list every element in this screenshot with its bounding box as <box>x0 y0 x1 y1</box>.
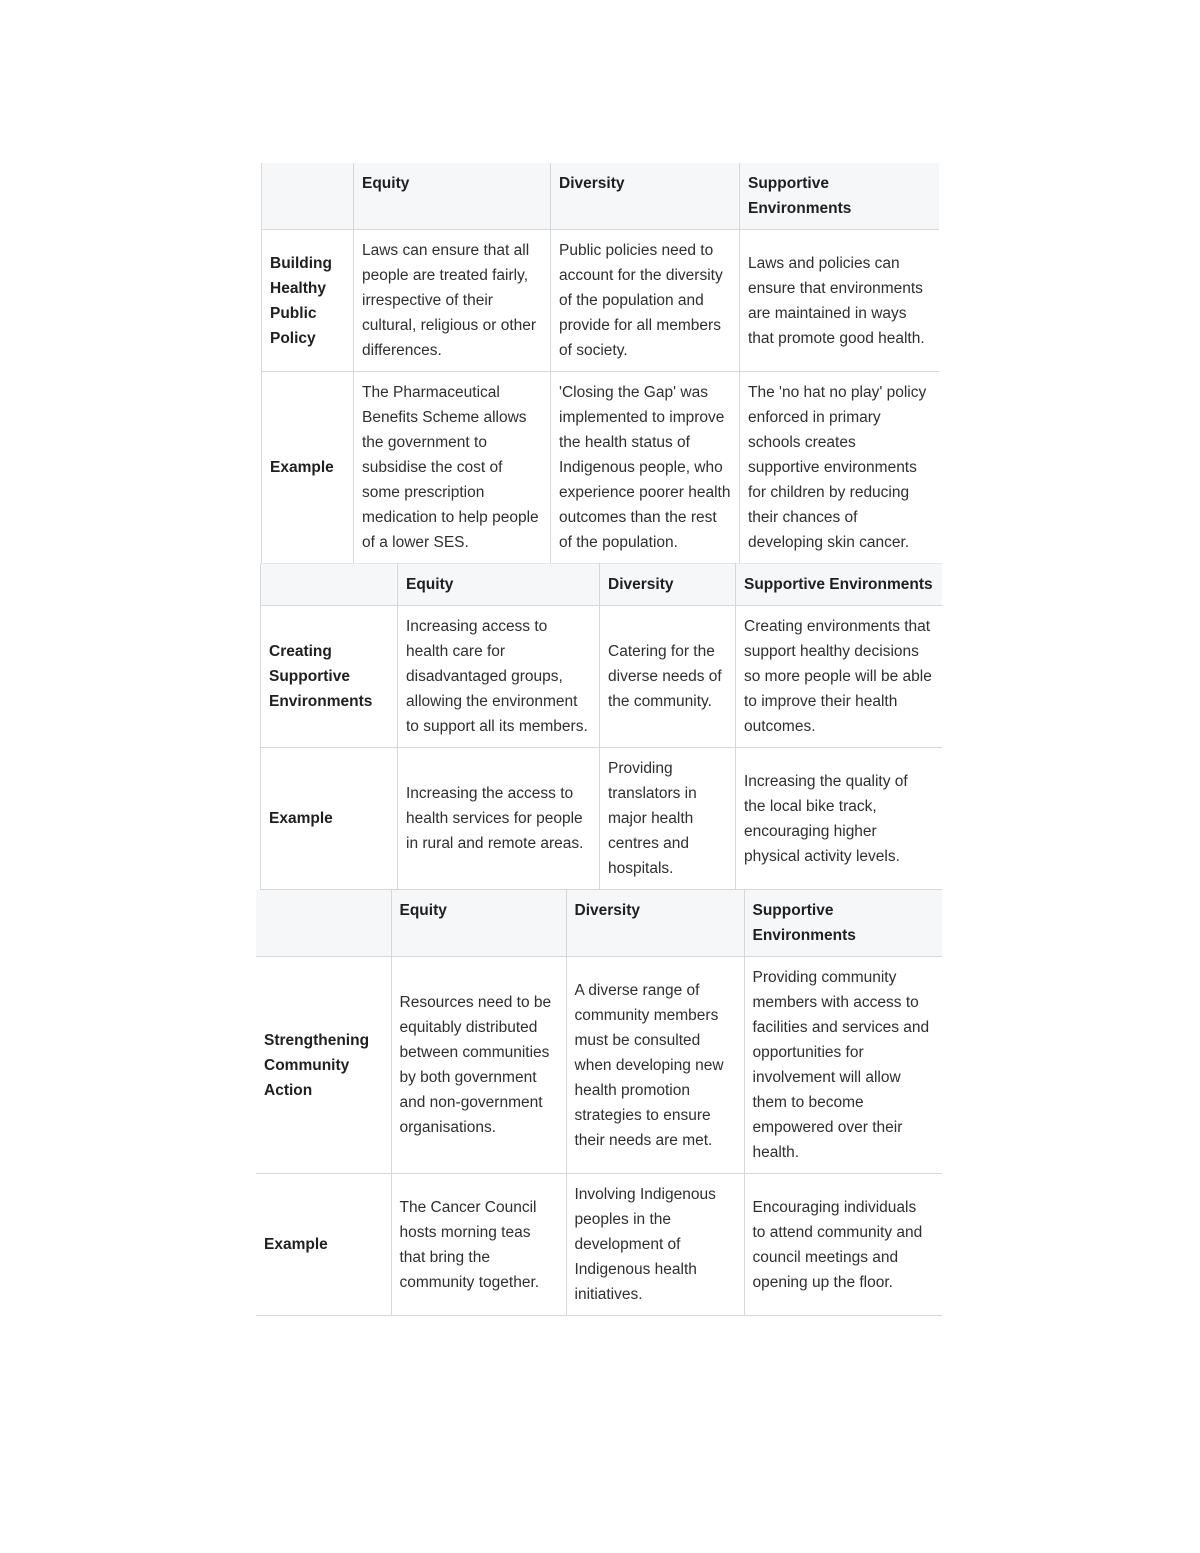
table-header-row <box>261 564 942 606</box>
text-line: Equity <box>399 902 447 919</box>
text-line: Involving Indigenous <box>574 1186 716 1203</box>
text-line: members with access to <box>752 994 919 1011</box>
text-line: Encouraging individuals <box>752 1198 917 1216</box>
text-line: health. <box>752 1144 800 1161</box>
text-line: provide for all members <box>559 317 721 334</box>
text-line: the health status of <box>559 434 690 451</box>
text-line: the local bike track, <box>744 797 877 815</box>
text-line: their chances of <box>748 509 858 526</box>
text-line: Providing <box>608 760 673 777</box>
text-line: experience poorer health <box>559 484 731 501</box>
table-cell <box>736 606 942 748</box>
table-row <box>262 230 939 372</box>
text-line: disadvantaged groups, <box>406 668 563 685</box>
table-cell <box>566 1174 744 1316</box>
header-cell-equity <box>354 163 551 230</box>
text-line: facilities and services and <box>752 1019 930 1036</box>
text-line: their needs are met. <box>574 1131 713 1149</box>
text-line: Increasing the access to <box>406 785 574 802</box>
row-label <box>256 957 391 1174</box>
text-line: Indigenous health <box>574 1261 697 1278</box>
text-line: Resources need to be <box>399 994 552 1011</box>
text-line: centres and <box>608 835 689 852</box>
text-line: Example <box>270 459 334 476</box>
text-line: development of <box>574 1236 681 1253</box>
text-line: Supportive Environments <box>744 576 933 593</box>
text-line: translators in <box>608 785 697 802</box>
header-cell-supportive-environments <box>736 564 942 606</box>
text-line: A diverse range of <box>574 981 700 999</box>
header-cell-empty <box>261 564 398 606</box>
text-line: The Cancer Council <box>399 1198 537 1216</box>
text-line: encouraging higher <box>744 822 877 840</box>
table-cell <box>566 957 744 1174</box>
text-line: schools creates <box>748 434 856 451</box>
text-line: hosts morning teas <box>399 1223 531 1241</box>
table-cell <box>740 230 939 372</box>
table-cell <box>600 606 736 748</box>
text-line: Increasing access to <box>406 618 548 635</box>
text-line: 'Closing the Gap' was <box>559 384 708 401</box>
text-line: when developing new <box>574 1056 724 1074</box>
text-line: to attend community and <box>752 1223 923 1241</box>
header-cell-supportive-environments <box>740 163 939 230</box>
header-cell-equity <box>398 564 600 606</box>
text-line: Policy <box>270 329 316 347</box>
table-cell <box>744 957 942 1174</box>
table-cell <box>354 372 551 564</box>
text-line: that bring the <box>399 1248 490 1266</box>
text-line: Supportive <box>748 175 829 192</box>
text-line: Strengthening <box>264 1031 370 1049</box>
text-line: differences. <box>362 342 442 359</box>
text-line: Diversity <box>559 175 625 192</box>
text-line: Example <box>269 810 333 827</box>
table-cell <box>391 1174 566 1316</box>
text-line: The 'no hat no play' policy <box>748 384 927 401</box>
text-line: Building <box>270 254 332 272</box>
header-cell-equity <box>391 890 566 957</box>
text-line: cultural, religious or other <box>362 317 537 334</box>
table-cell <box>736 748 942 890</box>
header-cell-empty <box>262 163 354 230</box>
text-line: ensure that environments <box>748 279 923 297</box>
table-cell <box>398 606 600 748</box>
text-line: Diversity <box>608 576 674 593</box>
text-line: them to become <box>752 1094 864 1111</box>
table-cell <box>740 372 939 564</box>
text-line: health promotion <box>574 1081 690 1099</box>
text-line: Community <box>264 1056 350 1074</box>
text-line: peoples in the <box>574 1211 672 1228</box>
row-label <box>261 748 398 890</box>
table-header-row <box>256 890 942 957</box>
text-line: physical activity levels. <box>744 847 900 865</box>
table-row <box>256 1174 942 1316</box>
text-line: Supportive <box>269 668 350 685</box>
text-line: opportunities for <box>752 1044 864 1061</box>
text-line: diverse needs of <box>608 668 722 685</box>
text-line: health care for <box>406 643 506 660</box>
text-line: medication to help people <box>362 509 539 526</box>
text-line: outcomes. <box>744 718 816 735</box>
text-line: irrespective of their <box>362 292 493 309</box>
text-line: to support all its members. <box>406 718 588 735</box>
row-label <box>262 372 354 564</box>
text-line: council meetings and <box>752 1248 899 1266</box>
text-line: subsidise the cost of <box>362 459 503 476</box>
table-row <box>261 748 942 890</box>
text-line: Supportive <box>752 902 834 919</box>
text-line: allowing the environment <box>406 693 578 710</box>
row-label <box>262 230 354 372</box>
table-cell <box>354 230 551 372</box>
table-cell <box>391 957 566 1174</box>
text-line: enforced in primary <box>748 409 881 426</box>
text-line: and non-government <box>399 1094 543 1111</box>
text-line: empowered over their <box>752 1119 903 1136</box>
text-line: developing skin cancer. <box>748 534 910 551</box>
table-cell <box>744 1174 942 1316</box>
text-line: outcomes than the rest <box>559 509 717 526</box>
text-line: Indigenous people, who <box>559 459 723 476</box>
text-line: Increasing the quality of <box>744 772 908 790</box>
text-line: to improve their health <box>744 693 898 710</box>
text-line: between communities <box>399 1044 550 1061</box>
text-line: involvement will allow <box>752 1069 901 1086</box>
text-line: Catering for the <box>608 643 715 660</box>
text-line: major health <box>608 810 694 827</box>
text-line: Public policies need to <box>559 242 714 259</box>
table-cell <box>551 372 740 564</box>
text-line: Laws and policies can <box>748 254 900 272</box>
text-line: Benefits Scheme allows <box>362 409 527 426</box>
table-cell <box>551 230 740 372</box>
text-line: of a lower SES. <box>362 534 469 551</box>
header-cell-empty <box>256 890 391 957</box>
header-cell-diversity <box>566 890 744 957</box>
text-line: Diversity <box>574 902 640 919</box>
text-line: Equity <box>406 576 454 593</box>
text-line: are maintained in ways <box>748 304 907 322</box>
text-line: of the population and <box>559 292 704 309</box>
text-line: that promote good health. <box>748 329 925 347</box>
text-line: Providing community <box>752 969 897 986</box>
text-line: initiatives. <box>574 1286 643 1303</box>
text-line: The Pharmaceutical <box>362 384 500 401</box>
text-line: some prescription <box>362 484 485 501</box>
text-line: Environments <box>269 693 373 710</box>
text-line: Creating environments that <box>744 618 931 635</box>
table-row <box>262 372 939 564</box>
text-line: account for the diversity <box>559 267 723 284</box>
table-cell <box>398 748 600 890</box>
text-line: support healthy decisions <box>744 643 919 660</box>
text-line: hospitals. <box>608 860 674 877</box>
table-building-healthy-public-policy <box>261 163 939 564</box>
header-cell-supportive-environments <box>744 890 942 957</box>
table-row <box>261 606 942 748</box>
text-line: of society. <box>559 342 628 359</box>
text-line: must be consulted <box>574 1031 701 1049</box>
text-line: strategies to ensure <box>574 1106 711 1124</box>
text-line: Environments <box>752 927 856 944</box>
text-line: people are treated fairly, <box>362 267 529 284</box>
table-cell <box>600 748 736 890</box>
text-line: opening up the floor. <box>752 1273 893 1291</box>
text-line: Example <box>264 1236 328 1253</box>
table-creating-supportive-environments <box>260 563 942 890</box>
text-line: so more people will be able <box>744 668 932 685</box>
text-line: the community. <box>608 693 712 710</box>
text-line: Action <box>264 1081 313 1099</box>
text-line: Equity <box>362 175 410 192</box>
text-line: community members <box>574 1006 719 1024</box>
text-line: health services for people <box>406 810 583 827</box>
text-line: community together. <box>399 1273 540 1291</box>
text-line: Public <box>270 304 317 322</box>
header-cell-diversity <box>600 564 736 606</box>
table-strengthening-community-action <box>256 890 942 1316</box>
text-line: in rural and remote areas. <box>406 835 584 852</box>
text-line: implemented to improve <box>559 409 725 426</box>
row-label <box>256 1174 391 1316</box>
text-line: Laws can ensure that all <box>362 242 530 259</box>
table-row <box>256 957 942 1174</box>
text-line: by both government <box>399 1069 537 1086</box>
table-header-row <box>262 163 939 230</box>
text-line: the government to <box>362 434 487 451</box>
text-line: Environments <box>748 200 852 217</box>
header-cell-diversity <box>551 163 740 230</box>
text-line: supportive environments <box>748 459 917 476</box>
text-line: for children by reducing <box>748 484 910 501</box>
row-label <box>261 606 398 748</box>
text-line: equitably distributed <box>399 1019 538 1036</box>
text-line: organisations. <box>399 1119 497 1136</box>
text-line: Healthy <box>270 279 326 297</box>
text-line: Creating <box>269 643 332 660</box>
text-line: of the population. <box>559 534 678 551</box>
